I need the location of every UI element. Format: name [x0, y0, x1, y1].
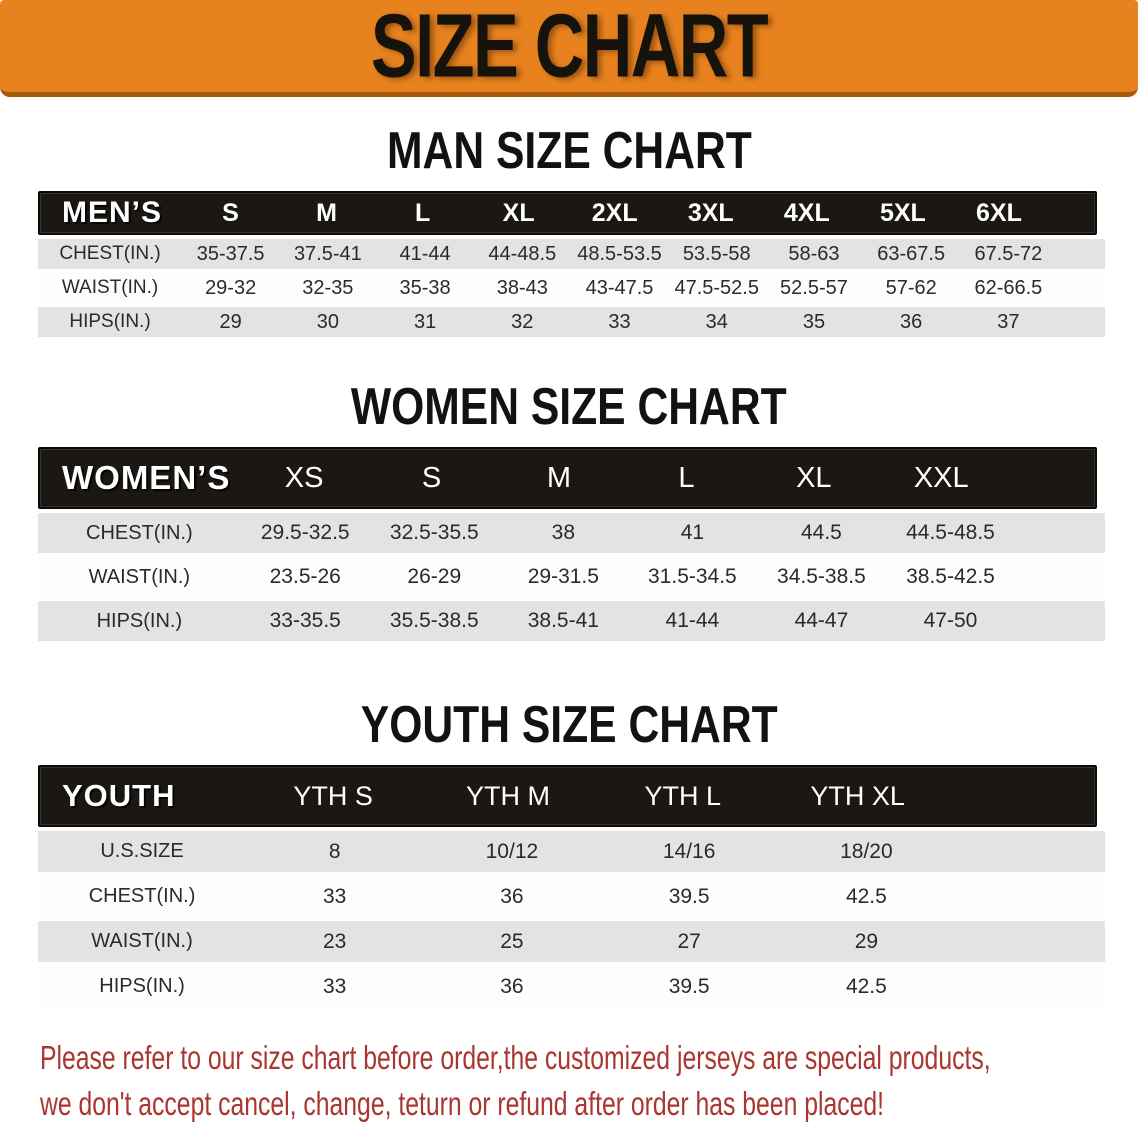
row-values: [241, 609, 1105, 633]
size-value-cell: 38.5-41: [527, 609, 599, 632]
row-values: [246, 840, 1105, 864]
size-value-cell: 31: [413, 310, 437, 333]
column-header-s: S: [222, 198, 239, 227]
column-header-3xl: 3XL: [687, 198, 734, 227]
youth-heading-text: YOUTH SIZE CHART: [360, 696, 778, 754]
women-row-hips-in: [38, 601, 1105, 641]
size-value-cell: 8: [328, 839, 341, 863]
men-size-section: [0, 121, 1138, 337]
size-value-cell: 14/16: [662, 839, 716, 863]
women-row-chest-in: [38, 513, 1105, 553]
size-value-cell: 27: [677, 929, 701, 953]
row-label-waist-in: WAIST(IN.): [61, 277, 159, 298]
row-values: [182, 243, 1105, 266]
row-values: [246, 930, 1105, 954]
row-values: [182, 277, 1105, 300]
disclaimer-line-2: we don't accept cancel, change, teturn or refund after order has been placed!: [40, 1085, 885, 1122]
column-header-xl: XL: [502, 198, 535, 227]
size-value-cell: 29-32: [205, 276, 257, 299]
row-label-waist-in: WAIST(IN.): [91, 930, 193, 952]
row-values: [241, 565, 1105, 589]
row-values: [182, 311, 1105, 334]
men-table-header-bar: [38, 191, 1097, 235]
size-value-cell: 58-63: [788, 242, 840, 265]
size-value-cell: 52.5-57: [780, 276, 848, 299]
youth-header-columns: [246, 781, 1095, 812]
size-value-cell: 43-47.5: [585, 276, 654, 299]
size-value-cell: 42.5: [845, 974, 887, 998]
column-header-4xl: 4XL: [783, 198, 830, 227]
men-row-chest-in: [38, 239, 1105, 269]
size-value-cell: 35-37.5: [196, 242, 265, 265]
size-value-cell: 33: [608, 310, 631, 333]
size-value-cell: 32: [511, 310, 534, 333]
row-label-chest-in: CHEST(IN.): [59, 243, 161, 264]
row-label-hips-in: HIPS(IN.): [99, 975, 185, 997]
women-size-table: [38, 447, 1105, 641]
size-value-cell: 44.5: [800, 521, 842, 544]
women-section-heading: [0, 377, 1138, 437]
size-value-cell: 47-50: [923, 609, 978, 632]
size-value-cell: 32.5-35.5: [389, 521, 479, 544]
youth-row-chest-in: [38, 876, 1105, 917]
size-value-cell: 34: [705, 310, 728, 333]
size-value-cell: 39.5: [668, 884, 710, 908]
size-value-cell: 33: [323, 884, 347, 908]
men-section-heading: [0, 121, 1138, 181]
size-value-cell: 63-67.5: [877, 242, 946, 265]
size-value-cell: 41-44: [399, 242, 451, 265]
size-value-cell: 29: [854, 929, 879, 953]
size-value-cell: 35: [802, 310, 826, 333]
column-header-l: L: [678, 461, 695, 494]
column-header-m: M: [546, 461, 572, 494]
column-header-xs: XS: [284, 461, 324, 494]
size-value-cell: 48.5-53.5: [577, 242, 662, 265]
row-values: [246, 975, 1105, 999]
size-value-cell: 29: [219, 310, 242, 333]
disclaimer-line-1: Please refer to our size chart before order,the customized jerseys are special products,: [40, 1039, 991, 1076]
youth-row-u-s-size: [38, 831, 1105, 872]
youth-table-header-bar: [38, 765, 1097, 827]
row-label-u-s-size: U.S.SIZE: [100, 840, 184, 862]
men-row-hips-in: [38, 307, 1105, 337]
size-value-cell: 35-38: [399, 276, 451, 299]
size-value-cell: 34.5-38.5: [777, 565, 866, 588]
women-row-waist-in: [38, 557, 1105, 597]
size-value-cell: 18/20: [840, 839, 893, 863]
column-header-l: L: [414, 198, 431, 227]
size-value-cell: 32-35: [302, 276, 354, 299]
size-value-cell: 44-48.5: [488, 242, 557, 265]
disclaimer: [40, 1035, 1138, 1127]
youth-row-waist-in: [38, 921, 1105, 962]
column-header-6xl: 6XL: [976, 198, 1022, 227]
size-value-cell: 29.5-32.5: [260, 521, 350, 544]
size-value-cell: 37.5-41: [293, 242, 362, 265]
size-value-cell: 23: [323, 929, 347, 953]
column-header-m: M: [316, 198, 337, 227]
column-header-yth-s: YTH S: [293, 780, 373, 811]
size-value-cell: 44-47: [794, 609, 849, 632]
men-header-label: MEN’S: [62, 196, 163, 229]
size-value-cell: 35.5-38.5: [389, 609, 479, 632]
column-header-s: S: [421, 461, 442, 494]
size-value-cell: 36: [900, 310, 923, 333]
row-label-hips-in: HIPS(IN.): [69, 311, 151, 332]
size-value-cell: 67.5-72: [974, 242, 1043, 265]
men-header-columns: [182, 199, 1095, 228]
size-value-cell: 38: [551, 521, 576, 544]
size-value-cell: 23.5-26: [269, 565, 341, 588]
row-values: [241, 521, 1105, 545]
size-value-cell: 26-29: [407, 565, 462, 588]
size-value-cell: 38.5-42.5: [906, 565, 995, 588]
youth-row-hips-in: [38, 966, 1105, 1007]
size-value-cell: 36: [500, 974, 524, 998]
women-header-label: WOMEN’S: [62, 459, 231, 496]
women-heading-text: WOMEN SIZE CHART: [351, 378, 787, 436]
size-value-cell: 36: [500, 884, 524, 908]
size-value-cell: 31.5-34.5: [648, 565, 737, 588]
youth-section-heading: [0, 695, 1138, 755]
size-chart-banner: [0, 0, 1138, 97]
size-value-cell: 47.5-52.5: [674, 276, 759, 299]
column-header-yth-xl: YTH XL: [810, 780, 905, 811]
women-table-header-bar: [38, 447, 1097, 509]
size-value-cell: 53.5-58: [682, 242, 751, 265]
row-values: [246, 885, 1105, 909]
size-value-cell: 42.5: [845, 884, 887, 908]
row-label-chest-in: CHEST(IN.): [86, 521, 193, 544]
banner-title: SIZE CHART: [370, 0, 768, 96]
size-value-cell: 10/12: [485, 839, 539, 863]
men-heading-text: MAN SIZE CHART: [386, 122, 752, 180]
column-header-2xl: 2XL: [591, 198, 638, 227]
column-header-xl: XL: [796, 461, 832, 494]
youth-size-section: [0, 695, 1138, 1007]
row-label-chest-in: CHEST(IN.): [88, 885, 196, 907]
size-value-cell: 62-66.5: [974, 276, 1043, 299]
row-label-hips-in: HIPS(IN.): [96, 609, 183, 632]
column-header-xxl: XXL: [913, 461, 969, 494]
size-value-cell: 38-43: [496, 276, 548, 299]
size-value-cell: 37: [997, 310, 1020, 333]
column-header-yth-l: YTH L: [644, 780, 722, 811]
size-value-cell: 44.5-48.5: [906, 521, 995, 544]
size-value-cell: 25: [500, 929, 524, 953]
column-header-yth-m: YTH M: [465, 780, 550, 811]
men-size-table: [38, 191, 1105, 337]
youth-header-label: YOUTH: [62, 778, 176, 813]
size-value-cell: 39.5: [668, 974, 710, 998]
size-value-cell: 33: [323, 974, 347, 998]
size-chart-sections: [0, 121, 1138, 1007]
size-value-cell: 33-35.5: [269, 609, 341, 632]
women-header-columns: [240, 462, 1095, 495]
size-value-cell: 41: [680, 521, 705, 544]
women-size-section: [0, 377, 1138, 641]
column-header-5xl: 5XL: [879, 198, 926, 227]
men-row-waist-in: [38, 273, 1105, 303]
size-value-cell: 29-31.5: [527, 565, 599, 588]
size-value-cell: 57-62: [885, 276, 937, 299]
size-value-cell: 41-44: [665, 609, 720, 632]
row-label-waist-in: WAIST(IN.): [88, 565, 191, 588]
youth-size-table: [38, 765, 1105, 1007]
size-value-cell: 30: [316, 310, 339, 333]
